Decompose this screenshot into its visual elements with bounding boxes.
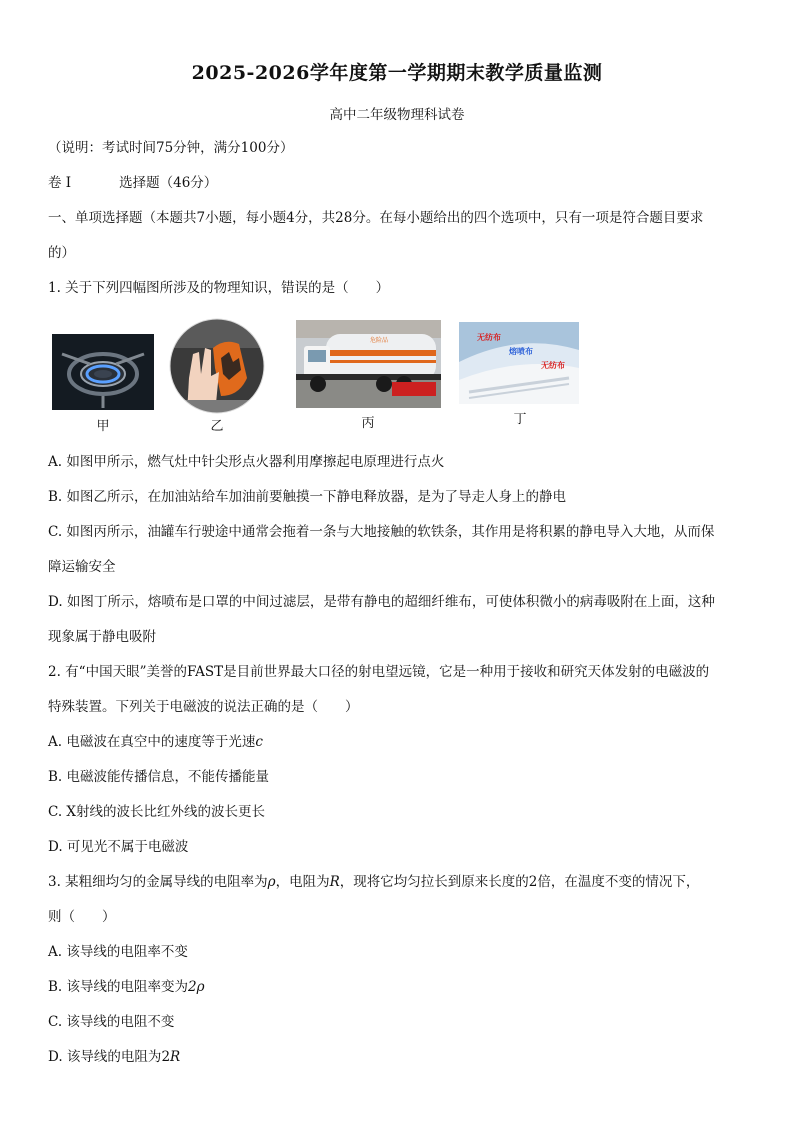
stem-text: 3. 某粗细均匀的金属导线的电阻率为 [48, 874, 268, 890]
tanker-hazard-text: 危险品 [370, 337, 389, 344]
question-1-figures [48, 318, 588, 434]
question-2-option-a [48, 733, 748, 751]
figure-jia-gas-stove [52, 334, 154, 410]
stem-text: ，现将它均匀拉长到原来长度的2倍，在温度不变的情况下， [339, 874, 700, 890]
exam-note: （说明：考试时间75分钟，满分100分） [48, 140, 294, 156]
question-3-option-a: A. 该导线的电阻率不变 [48, 944, 188, 960]
page-title: 2025-2026学年度第一学期期末教学质量监测 [191, 62, 603, 84]
question-1-option-a: A. 如图甲所示，燃气灶中针尖形点火器利用摩擦起电原理进行点火 [48, 454, 445, 470]
option-text: B. 该导线的电阻率变为 [48, 979, 189, 995]
resistivity-symbol: ρ [267, 874, 276, 890]
question-1-stem: 1. 关于下列四幅图所涉及的物理知识，错误的是（ ） [48, 280, 390, 296]
question-1-option-c-line1: C. 如图丙所示，油罐车行驶途中通常会拖着一条与大地接触的软铁条，其作用是将积累的静电导入大地，从而保 [48, 524, 715, 540]
question-2-option-d: D. 可见光不属于电磁波 [48, 839, 189, 855]
resistance-symbol: R [329, 874, 340, 890]
question-3-option-c: C. 该导线的电阻不变 [48, 1014, 175, 1030]
question-1-option-c-line2: 障运输安全 [48, 559, 116, 575]
option-d-variable: R [170, 1049, 181, 1065]
option-text: D. 该导线的电阻为 [48, 1049, 162, 1065]
figure-label-bing: 丙 [361, 416, 375, 431]
page-subtitle: 高中二年级物理科试卷 [329, 107, 465, 123]
figure-label-yi: 乙 [210, 419, 224, 434]
mask-label-middle: 熔喷布 [509, 347, 533, 356]
option-d-coefficient: 2 [161, 1049, 171, 1065]
light-speed-symbol: c [255, 734, 263, 750]
figure-ding-mask-layers [459, 322, 579, 404]
figure-bing-oil-tanker [296, 320, 441, 408]
option-b-value: 2ρ [188, 979, 205, 995]
question-3-option-d [48, 1048, 748, 1066]
figure-label-ding: 丁 [513, 412, 527, 427]
volume-heading [48, 174, 748, 192]
volume-label: 选择题（46分） [119, 175, 218, 191]
mask-label-inner: 无纺布 [541, 361, 565, 370]
section-heading-line1: 一、单项选择题（本题共7小题，每小题4分，共28分。在每小题给出的四个选项中，只有一项是符合题目要求 [48, 210, 704, 226]
stem-text: ，电阻为 [275, 874, 330, 890]
question-1-option-b: B. 如图乙所示，在加油站给车加油前要触摸一下静电释放器，是为了导走人身上的静电 [48, 489, 567, 505]
question-2-option-c: C. X射线的波长比红外线的波长更长 [48, 804, 266, 820]
question-3-option-b [48, 978, 748, 996]
question-3-stem-line2: 则（ ） [48, 909, 116, 925]
question-2-stem-line2: 特殊装置。下列关于电磁波的说法正确的是（ ） [48, 699, 359, 715]
section-heading-line2: 的） [48, 245, 75, 261]
figure-yi-static-discharger [169, 318, 265, 414]
mask-label-outer: 无纺布 [477, 333, 501, 342]
question-1-option-d-line2: 现象属于静电吸附 [48, 629, 156, 645]
question-2-stem-line1: 2. 有“中国天眼”美誉的FAST是目前世界最大口径的射电望远镜，它是一种用于接收和研究天体发射的电磁波的 [48, 664, 710, 680]
volume-name: 卷 I [48, 175, 72, 191]
question-3-stem-line1 [48, 873, 748, 891]
question-2-option-b: B. 电磁波能传播信息，不能传播能量 [48, 769, 270, 785]
question-1-option-d-line1: D. 如图丁所示，熔喷布是口罩的中间过滤层，是带有静电的超细纤维布，可使体积微小的病毒吸附在上面，这种 [48, 594, 715, 610]
option-text: A. 电磁波在真空中的速度等于光速 [48, 734, 256, 750]
figure-label-jia: 甲 [96, 419, 110, 434]
